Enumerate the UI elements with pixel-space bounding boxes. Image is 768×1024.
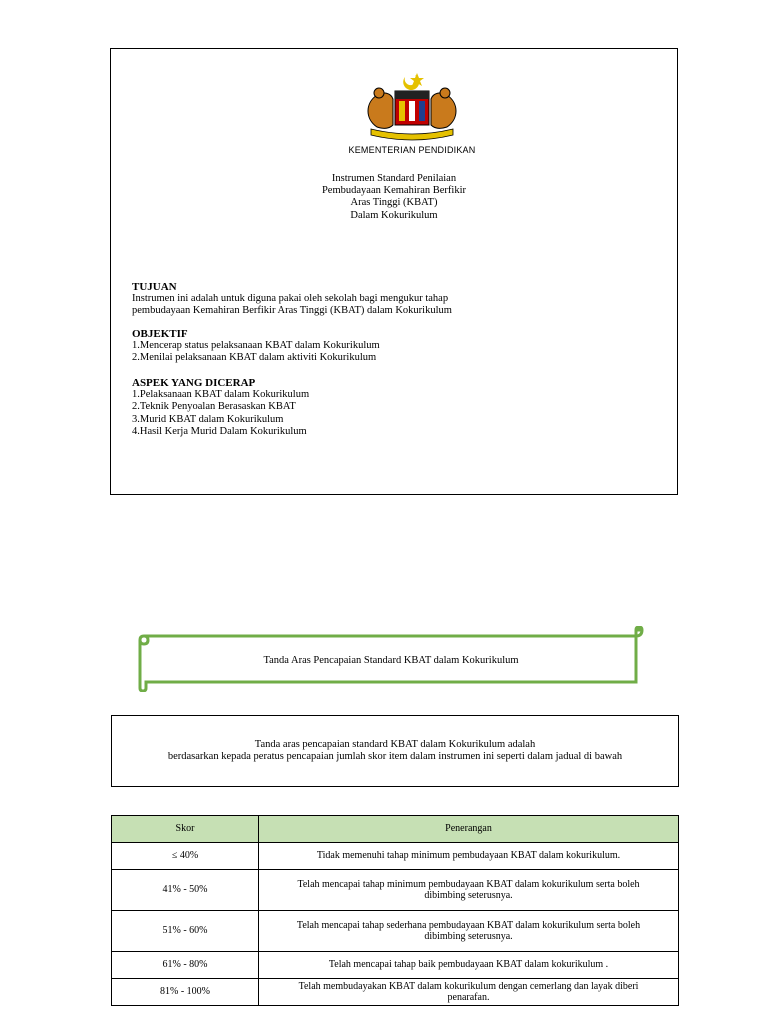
penerangan-cell bbox=[259, 952, 679, 979]
title-line: Dalam Kokurikulum bbox=[350, 209, 438, 221]
aspek-item: 3.Murid KBAT dalam Kokurikulum bbox=[132, 413, 284, 425]
table-row bbox=[112, 843, 679, 870]
table-row bbox=[112, 911, 679, 952]
table-row bbox=[112, 979, 679, 1006]
skor-cell: 51% - 60% bbox=[112, 911, 259, 952]
tujuan-section bbox=[132, 281, 452, 318]
ministry-caption: KEMENTERIAN PENDIDIKAN bbox=[348, 145, 476, 155]
objektif-item: 2.Menilai pelaksanaan KBAT dalam aktiviti Kokurikulum bbox=[132, 352, 377, 364]
banner-title: Tanda Aras Pencapaian Standard KBAT dalam Kokurikulum bbox=[263, 655, 519, 666]
penerangan-line: Telah mencapai tahap baik pembudayaan KBAT dalam kokurikulum . bbox=[328, 959, 609, 971]
intro-box bbox=[111, 715, 679, 787]
aspek-item: 4.Hasil Kerja Murid Dalam Kokurikulum bbox=[132, 425, 307, 437]
aspek-item: 1.Pelaksanaan KBAT dalam Kokurikulum bbox=[132, 389, 310, 401]
penerangan-cell bbox=[259, 870, 679, 911]
skor-cell: 41% - 50% bbox=[112, 870, 259, 911]
skor-cell: ≤ 40% bbox=[112, 843, 259, 870]
table-row bbox=[112, 870, 679, 911]
objektif-section bbox=[132, 328, 380, 365]
penerangan-line: Telah membudayakan KBAT dalam kokurikulum dengan cemerlang dan layak diberi bbox=[298, 980, 639, 992]
score-table bbox=[111, 815, 679, 1006]
penerangan-line: Telah mencapai tahap sederhana pembudayaan KBAT dalam kokurikulum serta boleh bbox=[296, 919, 641, 931]
objektif-item: 1.Mencerap status pelaksanaan KBAT dalam Kokurikulum bbox=[132, 340, 380, 352]
aspek-heading: ASPEK YANG DICERAP bbox=[132, 377, 256, 389]
header-penerangan: Penerangan bbox=[259, 816, 679, 843]
title-line: Pembudayaan Kemahiran Berfikir bbox=[321, 185, 467, 197]
penerangan-line: dibimbing seterusnya. bbox=[424, 890, 513, 901]
tujuan-heading: TUJUAN bbox=[132, 281, 177, 293]
coat-of-arms-logo bbox=[337, 67, 487, 155]
table-row bbox=[112, 952, 679, 979]
aspek-section bbox=[132, 377, 309, 438]
penerangan-cell bbox=[259, 979, 679, 1006]
skor-cell: 61% - 80% bbox=[112, 952, 259, 979]
title-line: Aras Tinggi (KBAT) bbox=[350, 197, 438, 209]
objektif-heading: OBJEKTIF bbox=[132, 328, 188, 340]
penerangan-line: Tidak memenuhi tahap minimum pembudayaan KBAT dalam kokurikulum. bbox=[316, 850, 621, 862]
skor-cell: 81% - 100% bbox=[112, 979, 259, 1006]
penerangan-line: penarafan. bbox=[447, 992, 490, 1003]
penerangan-cell bbox=[259, 911, 679, 952]
penerangan-line: dibimbing seterusnya. bbox=[424, 931, 513, 942]
tujuan-line: Instrumen ini adalah untuk diguna pakai oleh sekolah bagi mengukur tahap bbox=[132, 293, 449, 305]
tujuan-line: pembudayaan Kemahiran Berfikir Aras Tinggi (KBAT) dalam Kokurikulum bbox=[132, 305, 452, 317]
aspek-item: 2.Teknik Penyoalan Berasaskan KBAT bbox=[132, 401, 296, 413]
scroll-banner bbox=[136, 626, 646, 692]
penerangan-line: Telah mencapai tahap minimum pembudayaan KBAT dalam kokurikulum serta boleh bbox=[297, 878, 640, 890]
penerangan-cell bbox=[259, 843, 679, 870]
document-title bbox=[111, 173, 677, 222]
table-header-row bbox=[112, 816, 679, 843]
intro-line: berdasarkan kepada peratus pencapaian jumlah skor item dalam instrumen ini seperti dalam jadual di bawah bbox=[167, 751, 623, 762]
intro-line: Tanda aras pencapaian standard KBAT dalam Kokurikulum adalah bbox=[254, 739, 536, 750]
header-skor: Skor bbox=[112, 816, 259, 843]
title-line: Instrumen Standard Penilaian bbox=[331, 173, 457, 184]
cover-box bbox=[110, 48, 678, 495]
